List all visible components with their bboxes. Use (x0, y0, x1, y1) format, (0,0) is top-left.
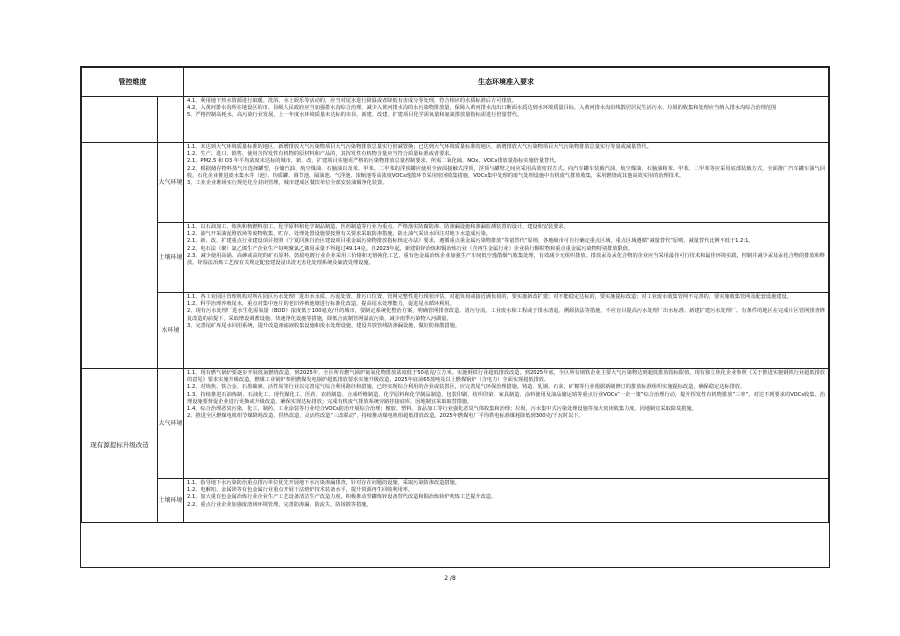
table-header-row (82, 68, 829, 97)
requirement-item: 4.1、利用地下热水资源进行取暖、洗浴、水上娱乐等活动的，应当对尾水进行降温或者降低有害成分等处理，符合相应的水质标准后方可排放。 (187, 98, 517, 104)
table-row (82, 293, 829, 369)
requirement-item: 3、完善尾矿库尾水回用系统，提升改造渗滤液收集设施和废水处理设施，建设井放管线防渗漏设施，做好防扬散措施。 (187, 322, 461, 329)
env-type-cell: 大气环境 (158, 369, 184, 479)
table (81, 67, 829, 523)
requirements-cell (184, 143, 829, 223)
requirement-item: 1.2、生产、进口、销售、使用含挥发性有机物的原材料和产品的，其挥发性有机物含量应当符合质量标准或者要求。 (187, 151, 455, 158)
regulation-table (80, 66, 830, 568)
category-cell (82, 143, 158, 369)
requirements-cell (184, 223, 829, 293)
category-cell: 现有源提标升级改造 (82, 369, 158, 523)
requirement-item: 2、现有污水处理厂进水生化需氧量（BOD）浓度低于100毫克/升的城市，要制定系统化整治方案，明确管网排查改造、清污分流、工业废水和工程或于排水清退、溯源执法等措施，不应盲目提高污水处理厂出水标准、新建扩建污水处理厂。有条件的地区在完成片区管网排查修复改造的前提下，采取增设调蓄设施、快速净化设施等措施，降低合流制管网溢流污染，减少雨季污染物入河湖量。 (187, 308, 825, 322)
requirement-item: 2.1、加大重有色金属冶炼行业企业生产工艺设备清洁生产改造力度，积极推动竖罐炼锌设备替代改造和铜冶炼转炉吹炼工艺提升改造。 (187, 494, 497, 501)
header-dimension: 管控维度 (82, 68, 184, 97)
requirements-cell (184, 479, 829, 523)
table-row (82, 143, 829, 223)
requirement-item: 2.2、根据储存物料蒸气压选择罐型，存储汽油、航空煤油、石脑油以及苯、甲苯、二甲苯的浮顶罐应使用全液面接触式浮顶，浮顶与罐壁之间应采用高效密封方式。向汽车罐车装载汽油、航空煤油、石脑油和苯、甲苯、二甲苯等应采用底部装载方式，全面推广汽车罐车油气回收。石化企业推进废水集水井（池）、均质罐、调节池、隔油池、气浮池、浓缩池等高浓度VOCs逸散环节采用密闭收集措施，VOCs集中处理的废气处理设施中有机废气排放收集，采用燃烧或其他高效实用的治理技术。 (187, 165, 825, 179)
requirement-item: 1.2、电解铝、金属镁等有色金属行业重点开展干法熔炉技术装备水平，提升资源再生回收利用率。 (187, 487, 414, 494)
requirement-item: 2.3、减少使用高镉、高砷或高铊的矿石原料，鼓励电镀行业企业采用三价铬和无铬钝化工艺。重有色金属冶炼企业加强生产车间低空逸散烟气收集处理，有效减少无组织排放。排放汞及汞化合物的企业应当采用最佳可行技术和最佳环境实践，控制并减少汞及汞化合物的排放和释放。锌湿法冶炼工艺按有关规定配套建设浸出渣无害化处理系统及硫渣处理设施。 (187, 252, 825, 267)
requirement-item: 1.1、现有燃气锅炉要逐步开展低氮燃烧改造，到2025年，全区所有燃气锅炉氮氧化物排放浓度低于50毫克/立方米。实施钢铁行业超低排放改造，到2025年底，全区所有钢铁企业主要大气污染物达到超低排放指标限值。现有独立焦化企业参照《关于推进实施钢铁行业超低排放的意见》要求实施升级改造。燃煤工业锅炉参照燃煤发电锅炉超低排放要求实施升级改造，2025年底前65蒸吨及以上燃煤锅炉（含电力）全面实现超低排放。 (187, 370, 825, 384)
table-row (82, 97, 829, 143)
requirement-item: 1.1、各工业园区管理机构对所在园区污水处理厂进出水水质、污泥处置、排污口位置、管网完整性进行现状评估，对超负荷或接近满负荷的，要实施新改扩建；对不能稳定达标的，要实施提标改造；对工业废水收集管网不完善的，要实施收集管网及配套设施建设。 (187, 294, 792, 300)
requirement-item: 1.4、综合治理恶臭污染，化工、制药、工业涂装等行业结合VOCs防治开展综合治理；橡胶、塑料、食品加工等行业强化恶臭气体收集和治理；垃圾、污水集中式污染处理设施等加大密闭收集力度，因地制宜采取除臭措施。 (187, 406, 697, 413)
requirements-cell (184, 97, 829, 143)
env-type-cell: 土壤环境 (158, 479, 184, 523)
env-type-cell: 水环境 (158, 293, 184, 369)
requirement-item: 1.2、科学治理养殖尾水，重点对集中连片的老旧养殖池塘进行标准化改造，提高尾水处理能力，促进尾水循环利用。 (187, 301, 455, 308)
header-requirements: 生态环境准入要求 (184, 68, 829, 97)
requirement-item: 5、严格控制高耗水、高污染行业发展，上一年度水环境质量未达标的市县，新建、改建、扩建项目化学需氧量和氨氮排放量指标需进行倍量替代。 (187, 112, 523, 119)
env-type-cell: 大气环境 (158, 143, 184, 223)
requirement-item: 2.1、PM2.5 和 O3 年平均浓度未达标的城市，新、改、扩建项目实施更严格的污染物排放总量控制要求，所需二氧化硫、NOx、VOCs排放量指标实施倍量替代。 (187, 158, 560, 165)
requirement-item: 2.1、新、改、扩建重点行业建设项目按照《宁夏回族自治区建设项目重金属污染物排放指标核定办法》要求，遵循重点重金属污染物排放“等量替代”原则，各地级市可自行确定重点区域，重点区域遵循“减量替代”原则，减量替代比例不低于1.2:1。 (187, 238, 754, 245)
table-row (82, 223, 829, 293)
requirement-item: 1.1、未达到大气环境质量标准的地区，新增排放大气污染物项目大气污染物排放总量实行倍减置换；已达到大气环境质量标准的地区，新增排放大气污染物项目大气污染物排放总量实行等量或减量替代。 (187, 144, 652, 150)
requirement-item: 4.2、入黄河排水沟所在地设区的市、县级人民政府应当加强排水沟综合治理，减少入黄河排水沟的水污染物排放量，保障入黄河排水沟出口断面水质达到水环境质量目标。入黄河排水沟沿线散居居民生活污水、垃圾的收集和处理应当纳入排水沟综合治理范围 (187, 105, 777, 112)
env-type-cell: 土壤环境 (158, 223, 184, 293)
requirement-item: 1.2、对炼焦、铁合金、石墨碳素、活性炭等行业以完善尾气综合利用路径和措施，已经实现综合利用的企业或装置区，应完善尾气环保治理措施。铸造、轧钢、石灰、矿棉等行业根据新制修订的排放标准组织实施提标改造，确保稳定达标排放。 (187, 384, 746, 391)
env-type-cell (158, 97, 184, 143)
category-cell (82, 97, 158, 143)
requirement-item: 1.1、以石油加工、炼焦和核燃料加工、化学原料和化学制品制造、医药制造等行业为重点，严格落实防腐防渗、防渗漏设施和渗漏监测装置的设计、建设和安装要求。 (187, 224, 569, 230)
requirement-item: 3、工业企业堆场实行规范化全封闭管理，城市建成区餐饮单位全部安装油烟净化装置。 (187, 180, 388, 187)
table-row (82, 369, 829, 479)
table-row (82, 479, 829, 523)
requirement-item: 1.3、持续推进石油炼制、石油化工、现代煤化工、医药、农药制造、合成纤维制造、化学原料和化学制品制造、包装印刷、纺织印染、家具制造、涂料使用及油品储运销等重点行业VOCs“一企一策”综合治理行动，提升挥发性有机物排放“三率”，对达不到要求的VOCs收集、治理设施要督促企业进行更换或升级改造，确保实现达标排放；完成有机废气排放系统旁路挂接底库，因地制宜采取取替措施。 (187, 391, 825, 405)
requirement-item: 2、推进全区燃煤电机组节煤降耗改造、供热改造、灵活性改造“三改联动”，持续推动煤电机组超低排放改造。2025年燃煤电厂平均供电标准煤耗降低到300克/千瓦时以下。 (187, 413, 584, 420)
requirement-item: 2.2、重点行业企业加强废渣场环境管理，完善防渗漏、防流失、防扬散等措施。 (187, 501, 372, 508)
requirement-item: 1.1、指导地下水污染防治重点排污单位优先开展地下水污染渗漏排查，针对存在问题的设施，采取污染防渗改造措施。 (187, 480, 460, 486)
table-body (82, 97, 829, 523)
requirements-cell (184, 293, 829, 369)
requirements-cell (184, 369, 829, 479)
requirement-item: 1.2、油气开采油泥堆放场等废物收集、贮存、处理处置设施要按照有关要求采取防渗措施，防止油气采出水回注对地下水造成污染。 (187, 231, 491, 238)
page-number: 2 /8 (444, 575, 456, 582)
requirement-item: 2.2、电石法（聚）氯乙烯生产企业生产每吨聚氯乙烯用汞量不得超过49.14克。自2023年起，新建铅锌冶炼和铜冶炼行业（含再生金属行业）企业执行颗粒物和重点重金属污染物特别排放限值。 (187, 245, 634, 252)
